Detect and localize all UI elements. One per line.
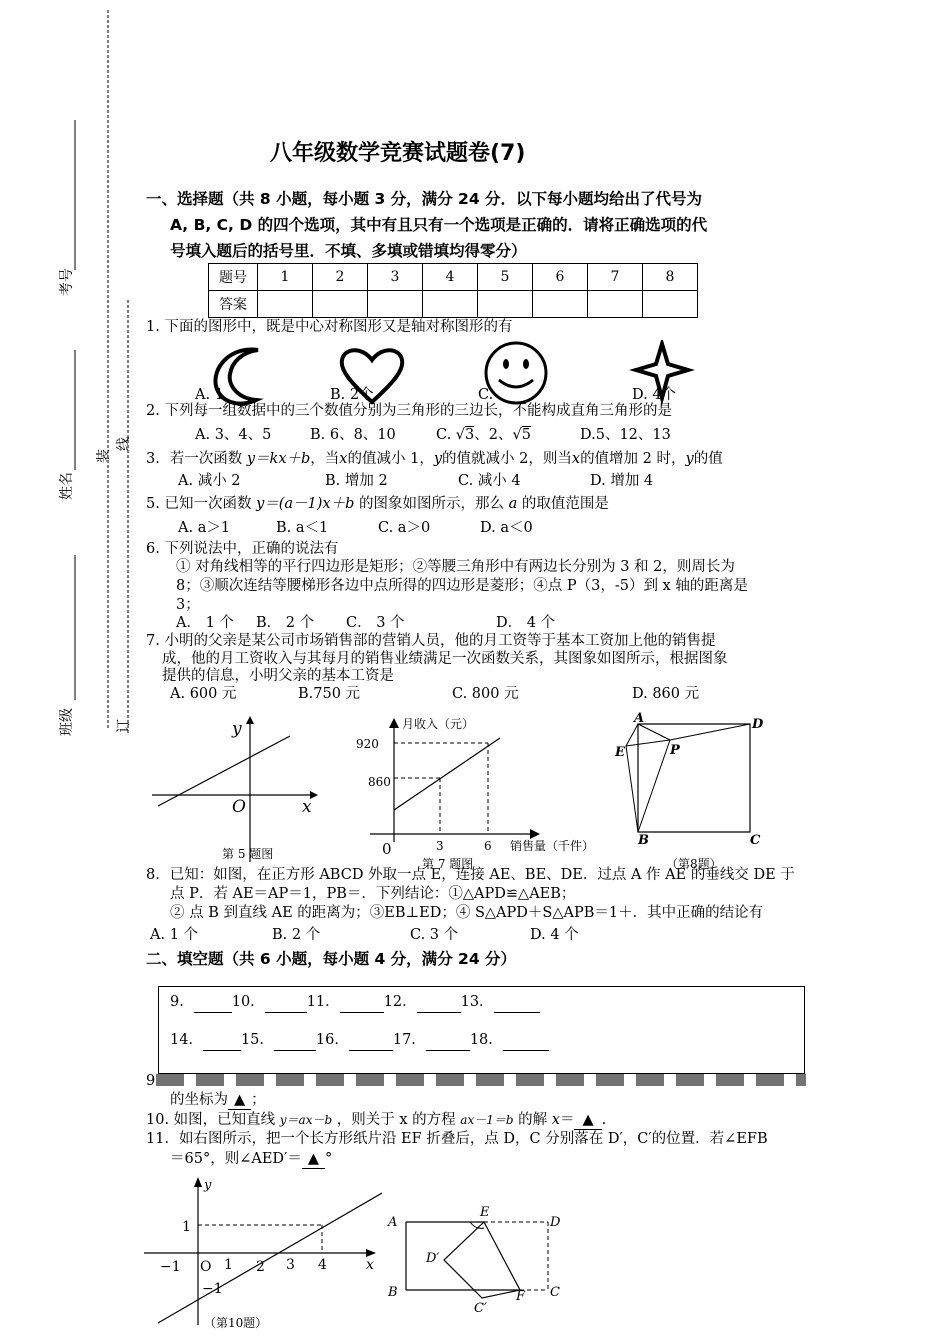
- side-label-class: 班级: [59, 708, 75, 736]
- q11-line1: 11．如右图所示，把一个长方形纸片沿 EF 折叠后，点 D，C 分别落在 D′，C′的位置．若∠EFB: [146, 1131, 768, 1147]
- fill-label-14: 14．: [170, 1032, 203, 1048]
- smiley-icon: [486, 343, 546, 403]
- fig11-C: C: [550, 1285, 560, 1300]
- fig5-origin-label: O: [232, 797, 246, 817]
- q3-s11: y: [685, 451, 694, 467]
- fill-blank-9[interactable]: [194, 993, 232, 1013]
- fig10-graph: [140, 1175, 390, 1340]
- fill-blank-10[interactable]: [265, 993, 307, 1013]
- q11-answer-mark[interactable]: ▲: [302, 1149, 325, 1169]
- table-answer-label: 答案: [209, 291, 258, 318]
- q5-option-c: C. a＞0: [378, 520, 431, 536]
- q10-s3: ，则关于 x 的方程: [336, 1112, 456, 1128]
- q5-option-a: A. a＞1: [178, 520, 231, 536]
- fig7-tick-6: 6: [484, 839, 492, 853]
- fill-blank-15[interactable]: [274, 1031, 316, 1051]
- section1-line1: 一、选择题（共 8 小题，每小题 3 分，满分 24 分．以下每小题均给出了代号为: [146, 190, 703, 208]
- fig5-y-label: y: [232, 719, 242, 739]
- q9-answer-mark[interactable]: ▲: [228, 1090, 251, 1110]
- q2-c-label: C.: [436, 427, 452, 443]
- q9-line2: [170, 1090, 266, 1110]
- q6-option-d: D． 4 个: [496, 615, 556, 631]
- q11-end: °: [324, 1151, 333, 1167]
- section1-line3: 号填入题后的括号里．不填、多填或错填均得零分）: [170, 242, 527, 260]
- answer-cell[interactable]: [533, 291, 588, 318]
- fig10-tick-y1: 1: [182, 1219, 191, 1235]
- fig11-F: F: [516, 1289, 526, 1304]
- answer-cell[interactable]: [423, 291, 478, 318]
- q7-option-c: C. 800 元: [452, 686, 519, 702]
- fig7-tick-860: 860: [368, 775, 391, 789]
- fill-label-13: 13．: [460, 994, 494, 1010]
- q1-option-d: D. 4个: [632, 387, 677, 403]
- fill-row2: [170, 1031, 549, 1051]
- fig10-tick-x2: 2: [256, 1259, 265, 1275]
- q8-option-d: D. 4 个: [530, 927, 579, 943]
- table-col-3: 3: [368, 264, 423, 291]
- q8-line1: 8．已知：如图，在正方形 ABCD 外取一点 E，连接 AE、BE、DE．过点 A 作 AE 的垂线交 DE 于: [146, 867, 795, 883]
- side-label-id: 考号: [59, 268, 75, 296]
- q3-option-d: D. 增加 4: [590, 473, 654, 489]
- q7-line2: 成，他的月工资收入与其每月的销售业绩满足一次函数关系，其图象如图所示，根据图象: [162, 651, 728, 667]
- fig8-D: D: [752, 717, 764, 732]
- fig8-graph: [612, 710, 782, 875]
- q3-option-b: B. 增加 2: [325, 473, 388, 489]
- fig10-tick-x4: 4: [318, 1257, 327, 1273]
- q8-line3: ② 点 B 到直线 AE 的距离为；③EB⊥ED；④ S△APD＋S△APB＝1＋．其中正确的结论有: [170, 905, 764, 921]
- answer-cell[interactable]: [588, 291, 643, 318]
- q6-line2: 8；③顺次连结等腰梯形各边中点所得的四边形是菱形；④点 P（3，-5）到 x 轴的距离是: [176, 578, 748, 594]
- q2-c-rad1: 3: [465, 427, 475, 443]
- table-col-4: 4: [423, 264, 478, 291]
- q6-option-b: B． 2 个: [256, 615, 315, 631]
- fill-label-11: 11．: [306, 994, 340, 1010]
- q5-s3: 的图象如图所示，那么: [359, 496, 505, 512]
- q10-stem: [146, 1110, 606, 1130]
- fig8-P: P: [670, 743, 680, 758]
- q2-option-b: B. 6、8、10: [310, 427, 396, 443]
- q3-s3: ＝kx＋b: [255, 451, 311, 467]
- q8-option-b: B. 2 个: [272, 927, 321, 943]
- fig10-caption: （第10题）: [204, 1316, 268, 1330]
- q7-option-a: A. 600 元: [170, 686, 237, 702]
- q10-s1: 10. 如图，已知直线: [146, 1112, 276, 1128]
- fill-label-10: 10．: [231, 994, 265, 1010]
- q6-option-a: A． 1 个: [176, 615, 234, 631]
- q3-s2: y: [246, 451, 256, 467]
- q7-option-b: B.750 元: [298, 686, 361, 702]
- fig11-graph: [384, 1200, 574, 1320]
- fig10-tick-xm1: −1: [160, 1259, 181, 1275]
- q3-option-a: A. 减小 2: [178, 473, 241, 489]
- fig7-x-label: 销售量（千件）: [510, 839, 595, 853]
- q6-line1: ① 对角线相等的平行四边形是矩形；②等腰三角形中有两边长分别为 3 和 2，则周长为: [176, 559, 735, 575]
- q5-s5: 的取值范围是: [521, 496, 609, 512]
- section1-line2: A, B, C, D 的四个选项，其中有且只有一个选项是正确的．请将正确选项的代: [170, 216, 708, 234]
- table-col-2: 2: [313, 264, 368, 291]
- answer-cell[interactable]: [478, 291, 533, 318]
- table-col-7: 7: [588, 264, 643, 291]
- q2-c-mid: 、2、: [474, 427, 513, 443]
- side-label-xian: 线: [116, 437, 132, 451]
- section2-title: 二、填空题（共 6 小题，每小题 4 分，满分 24 分）: [146, 950, 517, 968]
- fill-label-12: 12．: [383, 994, 417, 1010]
- q3-s10: 的值增加 2 时，: [580, 451, 686, 467]
- fill-blank-18[interactable]: [503, 1031, 549, 1051]
- q2-c-rad2: 5: [521, 427, 531, 443]
- q2-stem: 2. 下列每一组数据中的三个数值分别为三角形的三边长，不能构成直角三角形的是: [146, 403, 672, 419]
- fig8-C: C: [750, 833, 761, 848]
- q3-stem: [146, 450, 723, 469]
- fill-blank-16[interactable]: [349, 1031, 393, 1051]
- q1-option-c: C.: [478, 387, 494, 403]
- fig10-tick-ym1: −1: [202, 1281, 223, 1297]
- fill-blank-12[interactable]: [417, 993, 461, 1013]
- table-col-5: 5: [478, 264, 533, 291]
- q6-stem: 6. 下列说法中，正确的说法有: [146, 541, 339, 557]
- table-col-8: 8: [643, 264, 698, 291]
- q7-line3: 提供的信息，小明父亲的基本工资是: [162, 668, 394, 684]
- q8-option-a: A. 1 个: [150, 927, 199, 943]
- q3-s12: 的值: [693, 451, 723, 467]
- table-head-label: 题号: [209, 264, 258, 291]
- q8-option-c: C. 3 个: [410, 927, 459, 943]
- q6-option-c: C． 3 个: [346, 615, 405, 631]
- q10-s2: y＝ax－b: [279, 1113, 333, 1127]
- fig10-tick-x3: 3: [286, 1257, 295, 1273]
- fill-label-18: 18．: [469, 1032, 503, 1048]
- q5-option-b: B. a＜1: [276, 520, 329, 536]
- fig8-A: A: [634, 711, 645, 726]
- fig7-y-label: 月收入（元）: [402, 717, 475, 731]
- q5-s1: 5. 已知一次函数: [146, 496, 252, 512]
- fill-blank-11[interactable]: [340, 993, 384, 1013]
- q3-s8: 的值就减小 2，则当: [442, 451, 572, 467]
- side-label-name: 姓名: [59, 472, 75, 500]
- fig11-A: A: [388, 1215, 398, 1230]
- fig7-caption: 第 7 题图: [422, 857, 474, 871]
- binding-lines: [0, 0, 140, 780]
- fig11-E: E: [480, 1205, 490, 1220]
- q5-s4: a: [508, 496, 518, 512]
- q11-line2: [170, 1149, 332, 1169]
- q7-line1: 7. 小明的父亲是某公司市场销售部的营销人员，他的月工资等于基本工资加上他的销售提: [146, 633, 716, 649]
- q2-option-d: D.5、12、13: [580, 427, 671, 443]
- fig5-graph: [150, 712, 330, 872]
- fig10-x-label: x: [366, 1257, 374, 1273]
- q5-s2: y＝(a－1)x＋b: [256, 496, 355, 512]
- page-title: 八年级数学竞赛试题卷(7): [270, 141, 526, 166]
- fig10-y-label: y: [204, 1178, 212, 1193]
- q9-end: ；: [251, 1092, 266, 1108]
- fig8-B: B: [638, 833, 649, 848]
- fill-blank-14[interactable]: [203, 1031, 241, 1051]
- answer-cell[interactable]: [643, 291, 698, 318]
- q11-text: ＝65°，则∠AED′＝: [170, 1151, 302, 1167]
- fill-label-16: 16．: [315, 1032, 349, 1048]
- q1-stem: 1. 下面的图形中，既是中心对称图形又是轴对称图形的有: [146, 319, 513, 335]
- fill-label-15: 15．: [240, 1032, 274, 1048]
- q8-line2: 点 P．若 AE＝AP＝1，PB＝．下列结论：①△APD≌△AEB；: [170, 886, 576, 902]
- fig7-tick-3: 3: [436, 839, 444, 853]
- q2-option-c: [436, 426, 531, 445]
- table-col-6: 6: [533, 264, 588, 291]
- answer-cell[interactable]: [258, 291, 313, 318]
- q3-s7: y: [433, 451, 443, 467]
- q10-s7: ＝: [559, 1112, 575, 1128]
- fig11-Cp: C′: [474, 1301, 487, 1316]
- q10-s4: ax－1＝b: [460, 1113, 514, 1127]
- table-col-1: 1: [258, 264, 313, 291]
- answer-table-head-row: [209, 264, 698, 291]
- q5-option-d: D. a＜0: [480, 520, 533, 536]
- answer-cell[interactable]: [313, 291, 368, 318]
- fill-row1: [170, 993, 540, 1013]
- q6-line3: 3；: [176, 597, 200, 613]
- fig11-B: B: [388, 1285, 398, 1300]
- q1-option-b: B. 2个: [330, 387, 374, 403]
- fig8-caption: （第8题）: [666, 857, 722, 871]
- fig7-graph: [350, 712, 620, 872]
- side-label-ding: 订: [116, 719, 132, 733]
- answer-cell[interactable]: [368, 291, 423, 318]
- fill-blank-13[interactable]: [494, 993, 540, 1013]
- binding-margin: [0, 0, 140, 780]
- q3-s4: ，当: [310, 451, 340, 467]
- fig5-caption: 第 5 题图: [222, 847, 274, 861]
- fill-label-9: 9．: [170, 994, 194, 1010]
- fill-label-17: 17．: [392, 1032, 426, 1048]
- q3-s6: 的值减小 1，: [347, 451, 434, 467]
- fig10-origin: O: [200, 1259, 212, 1275]
- q5-stem: [146, 495, 609, 514]
- q7-option-d: D. 860 元: [632, 686, 700, 702]
- q1-option-a: A. 1: [195, 387, 224, 403]
- sqrt-icon: √: [455, 427, 466, 443]
- fig7-origin: 0: [382, 840, 392, 858]
- fig7-tick-920: 920: [356, 737, 379, 751]
- fig10-tick-x1: 1: [224, 1257, 233, 1273]
- q10-s6: x: [551, 1112, 560, 1128]
- q9-obscured-strip: [156, 1074, 806, 1086]
- q10-s8: .: [601, 1112, 607, 1128]
- q3-s5: x: [339, 451, 348, 467]
- q2-option-a: A. 3、4、5: [195, 427, 272, 443]
- fill-blank-17[interactable]: [426, 1031, 470, 1051]
- fig11-D: D: [550, 1215, 561, 1230]
- q3-s9: x: [571, 451, 581, 467]
- side-label-zhuang: 装: [96, 449, 112, 463]
- fig5-x-label: x: [302, 797, 312, 817]
- q3-option-c: C. 减小 4: [458, 473, 521, 489]
- q9-text: 的坐标为: [170, 1092, 228, 1108]
- fig8-E: E: [615, 745, 625, 760]
- answer-table-answer-row: [209, 291, 698, 318]
- fig11-Dp: D′: [426, 1251, 440, 1266]
- q10-s5: 的解: [518, 1112, 548, 1128]
- q3-s1: 3．若一次函数: [146, 451, 243, 467]
- sqrt-icon: √: [512, 427, 522, 443]
- q9-number: 9: [146, 1073, 156, 1089]
- answer-table: [208, 263, 698, 318]
- q10-answer-mark[interactable]: ▲: [574, 1110, 601, 1130]
